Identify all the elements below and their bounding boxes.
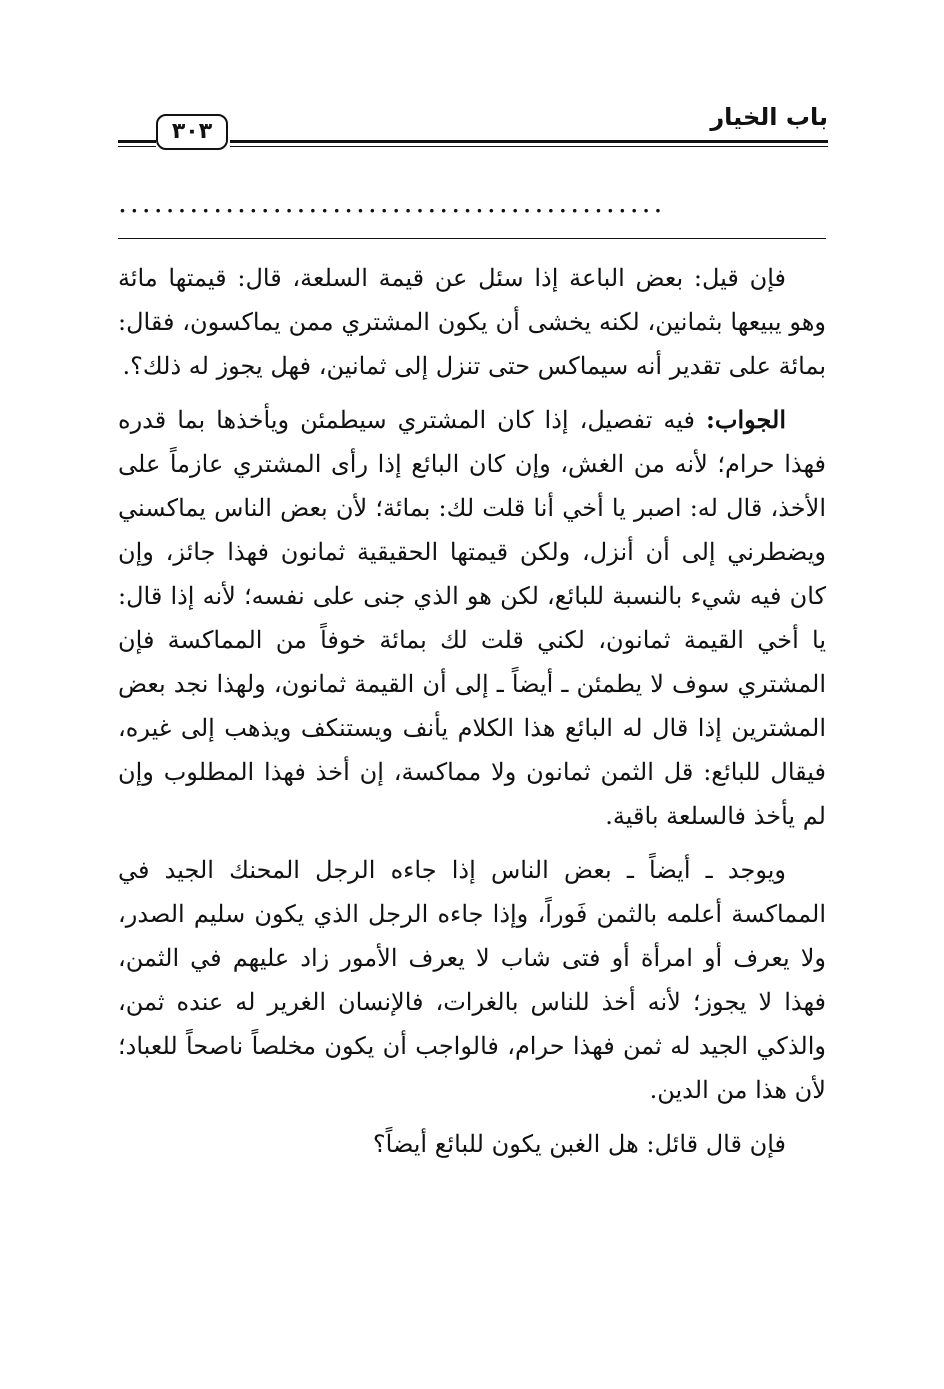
header-rule-right xyxy=(230,140,828,147)
paragraph-text: فيه تفصيل، إذا كان المشتري سيطمئن ويأخذها بما قدره فهذا حرام؛ لأنه من الغش، وإن كان البائع إذا رأى المشتري عازماً على الأخذ، قال له: اصبر يا أخي أنا قلت لك: بمائة؛ لأن بعض الناس يماكسني ويضطرني إلى أن أنزل، ولكن قيمتها الحقيقية ثمانون فهذا جائز، وإن كان فيه شيء بالنسبة للبائع، لكن هو الذي جنى على نفسه؛ لأنه إذا قال: يا أخي القيمة ثمانون، لكني قلت لك بمائة خوفاً من المماكسة فإن المشتري سوف لا يطمئن ـ أيضاً ـ إلى أن القيمة ثمانون، ولهذا نجد بعض المشترين إذا قال له البائع هذا الكلام يأنف ويستنكف ويذهب إلى غيره، فيقال للبائع: قل الثمن ثمانون ولا مماكسة، إن أخذ فهذا المطلوب وإن لم يأخذ فالسلعة باقية. xyxy=(118,406,826,830)
paragraph xyxy=(118,256,826,388)
paragraph-text: ويوجد ـ أيضاً ـ بعض الناس إذا جاءه الرجل المحنك الجيد في المماكسة أعلمه بالثمن فَوراً، وإذا جاءه الرجل الذي يكون سليم الصدر، ولا يعرف أو امرأة أو فتى شاب لا يعرف الأمور زاد عليهم في الثمن، فهذا لا يجوز؛ لأنه أخذ للناس بالغرات، فالإنسان الغرير له عنده ثمن، والذكي الجيد له ثمن فهذا حرام، فالواجب أن يكون مخلصاً ناصحاً للعباد؛ لأن هذا من الدين. xyxy=(118,856,826,1104)
paragraph-text: فإن قيل: بعض الباعة إذا سئل عن قيمة السلعة، قال: قيمتها مائة وهو يبيعها بثمانين، لكنه يخشى أن يكون المشتري ممن يماكسون، فقال: بمائة على تقدير أنه سيماكس حتى تنزل إلى ثمانين، فهل يجوز له ذلك؟. xyxy=(118,264,826,380)
separator-rule xyxy=(118,238,826,239)
paragraph xyxy=(118,1122,826,1166)
running-header xyxy=(118,96,828,166)
ellipsis-line: .............................................. xyxy=(118,188,666,218)
header-rule-left xyxy=(118,140,156,147)
paragraph xyxy=(118,848,826,1112)
page-number: ٣٠٣ xyxy=(156,114,228,150)
paragraph xyxy=(118,398,826,838)
paragraph-text: فإن قال قائل: هل الغبن يكون للبائع أيضاً؟ xyxy=(372,1130,786,1158)
body-text xyxy=(118,256,826,1166)
answer-lead: الجواب: xyxy=(706,405,786,434)
chapter-title: باب الخيار xyxy=(710,103,828,131)
